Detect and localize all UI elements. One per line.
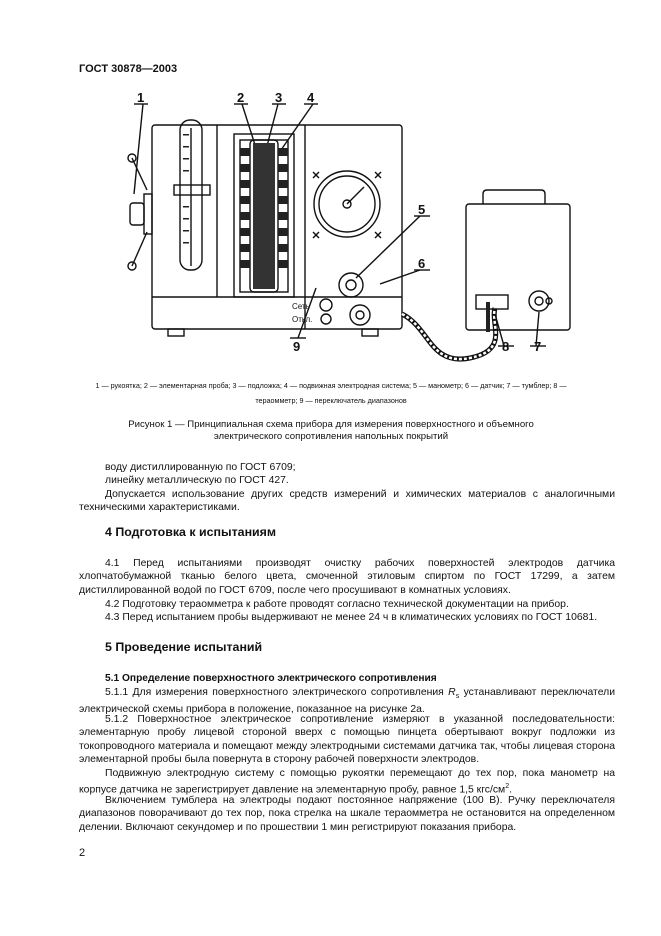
cabinet-foot-right bbox=[362, 329, 378, 336]
paragraph-4-1: 4.1 Перед испытаниями производят очистку рабочих поверхностей электродов датчика хлопчатобумажной тканью белого цвета, смоченной этиловым спиртом по ГОСТ 17299, а затем дистиллированной водой по ГОСТ 6709, после чего просушивают в комнатных условиях. bbox=[79, 558, 615, 596]
range-switch-knob bbox=[339, 273, 363, 297]
section-5-title: 5 Проведение испытаний bbox=[105, 640, 263, 654]
network-label: Сеть bbox=[292, 302, 310, 311]
paragraph-5-1-1: 5.1.1 Для измерения поверхностного электрического сопротивления $R_s$ устанавливают переключатели электрической схемы прибора в положение, показанное на рисунке 2а. bbox=[79, 687, 615, 716]
off-label: Откл. bbox=[292, 315, 313, 324]
handle-knob bbox=[130, 203, 144, 225]
paragraph-5-1-4: Включением тумблера на электроды подают постоянное напряжение (100 В). Ручку переключателя диапазонов поворачивают до тех пор, пока стрелка на шкале тераомметра не остановится на определенном делении. Включают секундомер и по прошествии 1 мин регистрируют показания прибора. bbox=[79, 795, 615, 833]
callout-3: 3 bbox=[275, 90, 283, 105]
teraohmmeter-body bbox=[466, 204, 570, 330]
callout-2: 2 bbox=[237, 90, 245, 105]
paragraph-4-3: 4.3 Перед испытанием пробы выдерживают не менее 24 ч в климатических условиях по ГОСТ 10681. bbox=[105, 612, 598, 623]
paragraph-5-1-3: Подвижную электродную систему с помощью рукоятки перемещают до тех пор, пока манометр на корпусе датчика не зарегистрирует давление на элементарную пробу, равное 1,5 кгс/$см^2$. bbox=[79, 768, 615, 796]
apparatus-diagram bbox=[90, 88, 580, 370]
cabinet-foot-left bbox=[168, 329, 184, 336]
materials-line-2: линейку металлическую по ГОСТ 427. bbox=[105, 475, 289, 486]
figure-legend: 1 — рукоятка; 2 — элементарная проба; 3 — подложка; 4 — подвижная электродная система; 5 — манометр; 6 — датчик; 7 — тумблер; 8 — тераомметр; 9 — переключатель диапазонов bbox=[95, 381, 567, 405]
network-lamp bbox=[320, 299, 332, 311]
paragraph-4-2: 4.2 Подготовку тераомметра к работе проводят согласно технической документации на прибор. bbox=[105, 599, 569, 610]
section-4-title: 4 Подготовка к испытаниям bbox=[105, 525, 277, 539]
caption-line-1: Рисунок 1 — Принципиальная схема прибора для измерения поверхностного и объемного bbox=[128, 419, 534, 430]
subsection-5-1-title: 5.1 Определение поверхностного электрического сопротивления bbox=[105, 673, 437, 684]
toggle-switch bbox=[350, 305, 370, 325]
page-number: 2 bbox=[79, 847, 86, 859]
caption-line-2: электрического сопротивления напольных покрытий bbox=[213, 431, 449, 442]
connecting-cable bbox=[402, 308, 496, 359]
teraohmmeter-handle bbox=[483, 190, 545, 204]
cabinet-body bbox=[152, 125, 402, 329]
callout-6: 6 bbox=[418, 256, 426, 271]
callout-9: 9 bbox=[293, 339, 301, 354]
figure-caption bbox=[78, 419, 584, 443]
document-header: ГОСТ 30878—2003 bbox=[79, 63, 178, 75]
materials-line-1: воду дистиллированную по ГОСТ 6709; bbox=[105, 462, 296, 473]
callout-4: 4 bbox=[307, 90, 315, 105]
callout-5: 5 bbox=[418, 202, 426, 217]
paragraph-5-1-2: 5.1.2 Поверхностное электрическое сопротивление измеряют в указанной последовательности: элементарную пробу лицевой стороной вверх с помощью пинцета обертывают вокруг подложки из токопроводного материала и помещают между электродными системами датчика так, чтобы лицевая сторона элементарной пробы была повернута в сторону рабочей поверхности электродов. bbox=[79, 714, 615, 765]
callout-1: 1 bbox=[137, 90, 145, 105]
callout-8: 8 bbox=[502, 339, 510, 354]
callout-7: 7 bbox=[534, 339, 542, 354]
materials-note: Допускается использование других средств измерений и химических материалов с аналогичными техническими характеристиками. bbox=[79, 489, 615, 514]
